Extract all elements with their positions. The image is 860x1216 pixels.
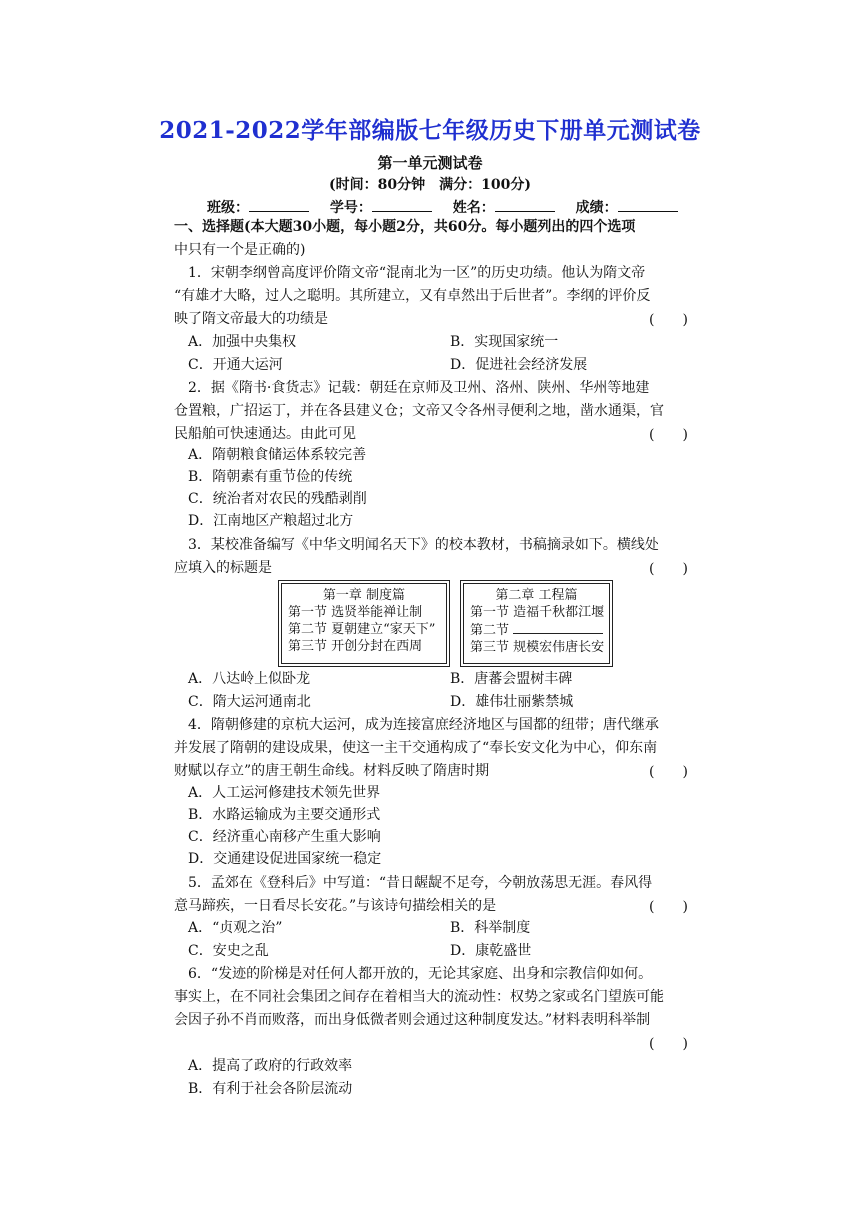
q1-option-b: B．实现国家统一 xyxy=(450,334,559,350)
q2-option-a: A．隋朝粮食储运体系较完善 xyxy=(188,447,367,463)
page-title: 2021-2022学年部编版七年级历史下册单元测试卷 xyxy=(159,117,701,144)
q3-option-a: A．八达岭上似卧龙 xyxy=(188,671,311,687)
chapter2-section2-label: 第二节 xyxy=(470,623,514,638)
q6-option-a: A．提高了政府的行政效率 xyxy=(188,1058,353,1074)
time-score-line: (时间：80分钟 满分：100分) xyxy=(329,177,531,193)
q1-option-c: C．开通大运河 xyxy=(188,357,283,373)
chapter1-section1: 第一节 选贤举能禅让制 xyxy=(288,605,423,620)
q5-option-d: D．康乾盛世 xyxy=(450,943,532,959)
q1-stem-line2: “有雄才大略，过人之聪明。其所建立，又有卓然出于后世者”。李纲的评价反 xyxy=(174,288,651,304)
q4-stem-line1: 4．隋朝修建的京杭大运河，成为连接富庶经济地区与国都的纽带；唐代继承 xyxy=(188,717,659,733)
class-blank xyxy=(249,199,309,212)
q3-answer-blank: ( ) xyxy=(649,561,688,577)
q5-option-a: A．“贞观之治” xyxy=(188,920,283,936)
q5-answer-blank: ( ) xyxy=(649,899,688,915)
q5-stem-line1: 5．孟郊在《登科后》中写道：“昔日龌龊不足夸，今朝放荡思无涯。春风得 xyxy=(188,875,653,891)
section-heading-cont: 中只有一个是正确的) xyxy=(174,242,306,258)
q3-option-c: C．隋大运河通南北 xyxy=(188,694,311,710)
q2-stem-line1: 2．据《隋书·食货志》记载：朝廷在京师及卫州、洛州、陕州、华州等地建 xyxy=(188,380,650,396)
q5-option-c: C．安史之乱 xyxy=(188,943,269,959)
chapter2-section3: 第三节 规模宏伟唐长安 xyxy=(470,640,605,655)
q2-stem-line3: 民船舶可快速通达。由此可见 xyxy=(174,426,356,442)
q1-stem-line3: 映了隋文帝最大的功绩是 xyxy=(174,311,328,327)
q3-option-b: B．唐蕃会盟树丰碑 xyxy=(450,671,573,687)
chapter2-section1: 第一节 造福千秋都江堰 xyxy=(470,605,605,620)
q6-option-b: B．有利于社会各阶层流动 xyxy=(188,1081,353,1097)
chapter1-title: 第一章 制度篇 xyxy=(322,588,406,603)
q6-stem-line1: 6．“发迹的阶梯是对任何人都开放的，无论其家庭、出身和宗教信仰如何。 xyxy=(188,966,653,982)
q3-stem-line2: 应填入的标题是 xyxy=(174,560,272,576)
unit-subtitle: 第一单元测试卷 xyxy=(377,154,483,172)
q4-option-c: C．经济重心南移产生重大影响 xyxy=(188,829,381,845)
q4-answer-blank: ( ) xyxy=(649,764,688,780)
q6-answer-blank: ( ) xyxy=(649,1036,688,1052)
q6-stem-line2: 事实上，在不同社会集团之间存在着相当大的流动性：权势之家或名门望族可能 xyxy=(174,989,664,1005)
q4-option-a: A．人工运河修建技术领先世界 xyxy=(188,785,381,801)
chapter2-section2 xyxy=(464,621,609,639)
q1-option-a: A．加强中央集权 xyxy=(188,334,297,350)
q1-answer-blank: ( ) xyxy=(649,312,688,328)
name-label: 姓名： xyxy=(452,200,495,216)
q4-stem-line3: 财赋以存立”的唐王朝生命线。材料反映了隋唐时期 xyxy=(174,763,490,779)
student-id-label: 学号： xyxy=(329,200,372,216)
q1-option-d: D．促进社会经济发展 xyxy=(450,357,588,373)
student-id-blank xyxy=(372,199,432,212)
student-info-row xyxy=(207,197,678,217)
q2-option-c: C．统治者对农民的残酷剥削 xyxy=(188,491,367,507)
q2-answer-blank: ( ) xyxy=(649,427,688,443)
chapter1-section2: 第二节 夏朝建立“家天下” xyxy=(288,622,436,637)
q1-stem-line1: 1．宋朝李纲曾高度评价隋文帝“混南北为一区”的历史功绩。他认为隋文帝 xyxy=(188,265,646,281)
q4-stem-line2: 并发展了隋朝的建设成果，使这一主干交通构成了“奉长安文化为中心，仰东南 xyxy=(174,740,658,756)
q2-option-b: B．隋朝素有重节俭的传统 xyxy=(188,469,353,485)
chapter2-section2-blank xyxy=(513,621,603,634)
q4-option-d: D．交通建设促进国家统一稳定 xyxy=(188,851,382,867)
q5-option-b: B．科举制度 xyxy=(450,920,531,936)
name-blank xyxy=(495,199,555,212)
score-blank xyxy=(618,199,678,212)
q2-stem-line2: 仓置粮，广招运丁，并在各县建义仓；文帝又令各州寻便利之地，凿水通渠，官 xyxy=(174,403,664,419)
q3-stem-line1: 3．某校准备编写《中华文明闻名天下》的校本教材，书稿摘录如下。横线处 xyxy=(188,537,659,553)
q2-option-d: D．江南地区产粮超过北方 xyxy=(188,513,354,529)
chapter1-section3: 第三节 开创分封在西周 xyxy=(288,639,423,654)
q4-option-b: B．水路运输成为主要交通形式 xyxy=(188,807,381,823)
chapter1-box xyxy=(278,580,450,667)
class-label: 班级： xyxy=(207,200,249,216)
score-label: 成绩： xyxy=(575,200,618,216)
section-heading: 一、选择题(本大题30小题，每小题2分，共60分。每小题列出的四个选项 xyxy=(174,219,636,235)
chapter2-title: 第二章 工程篇 xyxy=(495,588,578,603)
q3-option-d: D．雄伟壮丽紫禁城 xyxy=(450,694,574,710)
q5-stem-line2: 意马蹄疾，一日看尽长安花。”与该诗句描绘相关的是 xyxy=(174,898,497,914)
q6-stem-line3: 会因子孙不肖而败落，而出身低微者则会通过这种制度发达。”材料表明科举制 xyxy=(174,1012,651,1028)
chapter2-box xyxy=(460,580,613,667)
